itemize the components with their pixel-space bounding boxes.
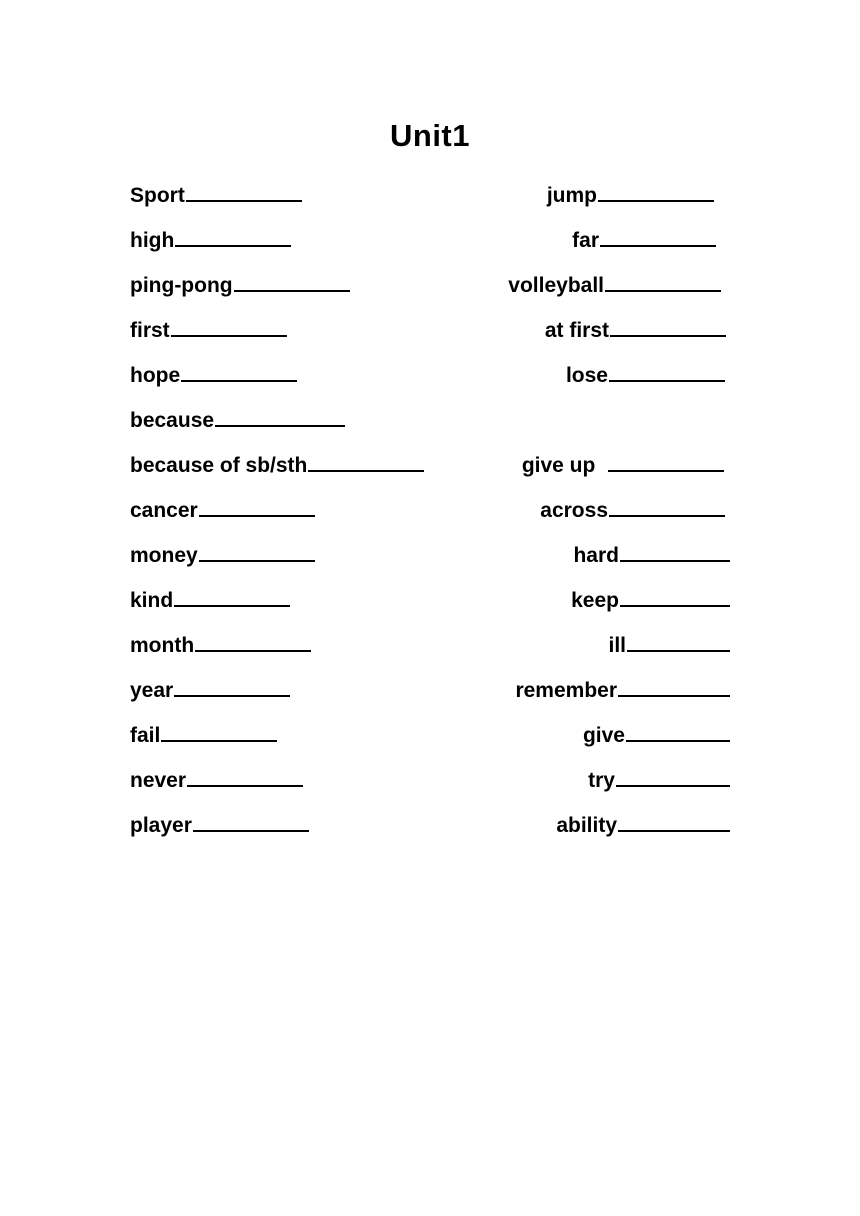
vocab-word: at first	[544, 319, 609, 342]
vocab-item-right	[588, 765, 730, 797]
vocab-row	[0, 450, 860, 482]
vocab-word: remember	[515, 679, 617, 702]
answer-blank[interactable]	[609, 495, 725, 517]
vocab-word: Sport	[130, 184, 185, 207]
vocab-word: hope	[130, 364, 181, 387]
vocab-row	[0, 360, 860, 392]
vocab-row	[0, 765, 860, 797]
vocab-item-left	[130, 225, 291, 257]
vocab-item-right	[573, 540, 730, 572]
answer-blank[interactable]	[186, 180, 302, 202]
vocab-item-right	[547, 180, 714, 212]
vocab-item-right	[508, 270, 721, 302]
vocab-item-left	[130, 495, 315, 527]
vocab-item-right	[572, 225, 716, 257]
vocab-item-right	[583, 720, 730, 752]
answer-blank[interactable]	[618, 675, 730, 697]
vocab-word: try	[588, 769, 615, 792]
vocab-word: lose	[565, 364, 608, 387]
vocab-item-right	[515, 675, 730, 707]
vocab-item-left	[130, 315, 287, 347]
answer-blank[interactable]	[608, 450, 724, 472]
vocab-item-left	[130, 630, 311, 662]
vocab-item-right	[566, 360, 725, 392]
vocab-row	[0, 225, 860, 257]
answer-blank[interactable]	[174, 585, 290, 607]
vocab-word: never	[130, 769, 187, 792]
vocab-item-left	[130, 675, 290, 707]
answer-blank[interactable]	[605, 270, 721, 292]
answer-blank[interactable]	[600, 225, 716, 247]
vocab-word: cancer	[130, 499, 198, 522]
answer-blank[interactable]	[181, 360, 297, 382]
answer-blank[interactable]	[598, 180, 714, 202]
vocab-item-left	[130, 720, 277, 752]
vocab-row	[0, 405, 860, 437]
answer-blank[interactable]	[171, 315, 287, 337]
vocab-item-right	[556, 810, 730, 842]
vocab-word: high	[130, 229, 175, 252]
answer-blank[interactable]	[199, 495, 315, 517]
vocab-item-left	[130, 360, 297, 392]
answer-blank[interactable]	[195, 630, 311, 652]
vocab-row	[0, 585, 860, 617]
vocab-word: keep	[571, 589, 619, 612]
vocab-word: fail	[130, 724, 161, 747]
vocab-item-right	[608, 630, 730, 662]
vocab-word: first	[130, 319, 170, 342]
vocab-row	[0, 315, 860, 347]
vocab-item-left	[130, 810, 309, 842]
answer-blank[interactable]	[174, 675, 290, 697]
vocab-word: because	[130, 409, 215, 432]
answer-blank[interactable]	[234, 270, 350, 292]
vocab-word: volleyball	[508, 274, 604, 297]
answer-blank[interactable]	[610, 315, 726, 337]
vocab-word: month	[130, 634, 195, 657]
vocab-word: ping-pong	[130, 274, 233, 297]
vocab-row	[0, 270, 860, 302]
answer-blank[interactable]	[187, 765, 303, 787]
vocab-item-left	[130, 585, 290, 617]
vocab-row	[0, 540, 860, 572]
answer-blank[interactable]	[616, 765, 730, 787]
vocab-row	[0, 495, 860, 527]
vocab-row	[0, 630, 860, 662]
vocab-word: give	[582, 724, 625, 747]
vocab-row	[0, 720, 860, 752]
vocab-word: ill	[608, 634, 626, 657]
vocab-row	[0, 810, 860, 842]
worksheet-title: Unit1	[390, 118, 470, 153]
vocab-word: ability	[556, 814, 617, 837]
answer-blank[interactable]	[308, 450, 424, 472]
vocab-item-right	[522, 450, 724, 482]
vocab-word: across	[540, 499, 608, 522]
answer-blank[interactable]	[618, 810, 730, 832]
answer-blank[interactable]	[161, 720, 277, 742]
vocab-item-left	[130, 180, 302, 212]
answer-blank[interactable]	[620, 540, 730, 562]
vocab-word: give up	[521, 454, 607, 477]
vocab-item-left	[130, 270, 350, 302]
answer-blank[interactable]	[627, 630, 730, 652]
answer-blank[interactable]	[175, 225, 291, 247]
vocab-word: because of sb/sth	[130, 454, 308, 477]
vocab-item-right	[540, 495, 725, 527]
vocab-item-left	[130, 765, 303, 797]
vocab-word: year	[130, 679, 174, 702]
answer-blank[interactable]	[199, 540, 315, 562]
vocab-row	[0, 675, 860, 707]
vocab-word: jump	[546, 184, 597, 207]
vocab-row	[0, 180, 860, 212]
vocab-word: far	[572, 229, 599, 252]
vocab-item-right	[545, 315, 726, 347]
answer-blank[interactable]	[609, 360, 725, 382]
answer-blank[interactable]	[620, 585, 730, 607]
vocab-word: money	[130, 544, 198, 567]
vocab-word: player	[130, 814, 192, 837]
vocab-item-left	[130, 405, 345, 437]
vocab-item-left	[130, 450, 424, 482]
answer-blank[interactable]	[215, 405, 345, 427]
answer-blank[interactable]	[626, 720, 730, 742]
answer-blank[interactable]	[193, 810, 309, 832]
vocab-word: hard	[573, 544, 619, 567]
vocab-item-left	[130, 540, 315, 572]
vocab-word: kind	[130, 589, 174, 612]
vocab-item-right	[571, 585, 730, 617]
